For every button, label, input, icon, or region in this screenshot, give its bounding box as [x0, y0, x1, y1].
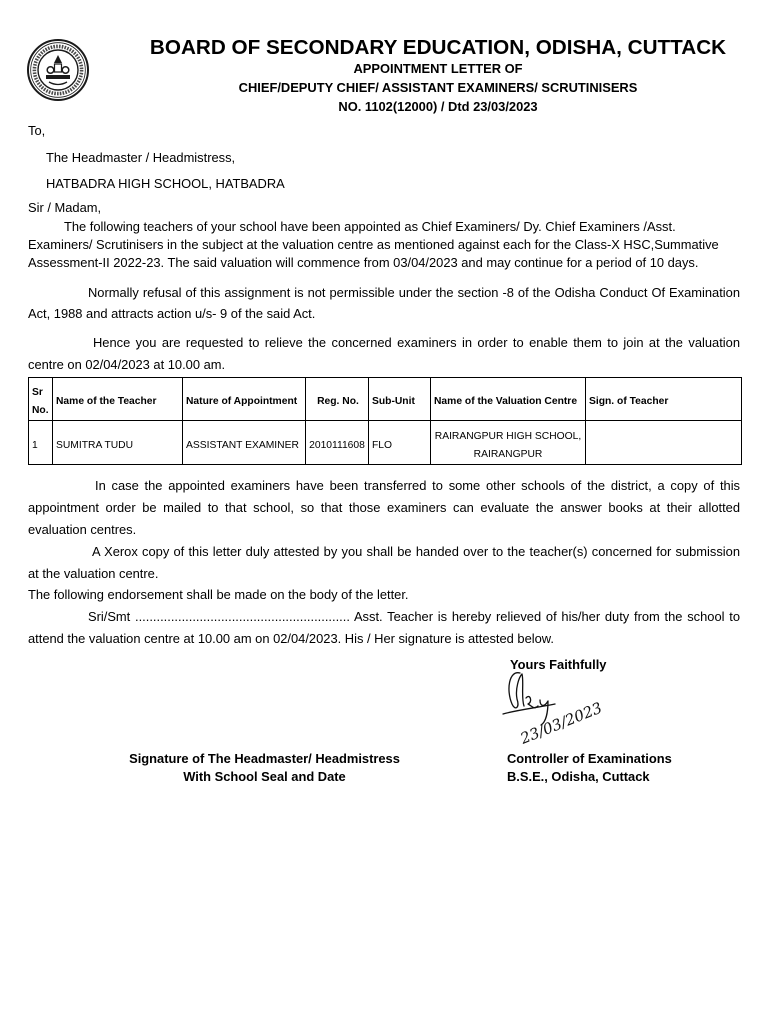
controller-title: Controller of Examinations — [507, 751, 672, 766]
paragraph-appointment-line: Examiners/ Scrutinisers in the subject at the valuation centre as mentioned against each for the Class-X HSC,Summative — [28, 237, 719, 252]
cell-sr-no: 1 — [29, 421, 53, 465]
paragraph-transfer-line: evaluation centres. — [28, 522, 137, 537]
paragraph-xerox-line: at the valuation centre. — [28, 566, 159, 581]
letter-reference: NO. 1102(12000) / Dtd 23/03/2023 — [338, 99, 538, 114]
table-row — [29, 421, 742, 465]
yours-faithfully: Yours Faithfully — [510, 657, 607, 672]
paragraph-appointment-line: The following teachers of your school have been appointed as Chief Examiners/ Dy. Chief Examiners /Asst. — [64, 219, 676, 234]
board-seal-logo — [26, 38, 90, 102]
endorsement-text-line: Sri/Smt ............................................................ Asst. Teacher is hereby relieved of his/her duty from the school to — [88, 609, 740, 624]
header-reg-no: Reg. No. — [306, 378, 369, 421]
paragraph-transfer-line: In case the appointed examiners have been transferred to some other schools of the district, a copy of this — [95, 478, 740, 493]
cell-sub-unit: FLO — [369, 421, 431, 465]
letter-title: APPOINTMENT LETTER OF — [353, 61, 523, 76]
school-seal-label: With School Seal and Date — [183, 769, 346, 784]
cell-sign-of-teacher — [586, 421, 742, 465]
headmaster-signature-label: Signature of The Headmaster/ Headmistress — [129, 751, 400, 766]
address-recipient: The Headmaster / Headmistress, — [46, 150, 236, 165]
paragraph-relieve-line: centre on 02/04/2023 at 10.00 am. — [28, 357, 226, 372]
endorsement-note: The following endorsement shall be made on the body of the letter. — [28, 587, 409, 602]
paragraph-xerox-line: A Xerox copy of this letter duly attested by you shall be handed over to the teacher(s) concerned for submission — [92, 544, 740, 559]
table-header-row — [29, 378, 742, 421]
header-sign-of-teacher: Sign. of Teacher — [586, 378, 742, 421]
paragraph-appointment-line: Assessment-II 2022-23. The said valuation will commence from 03/04/2023 and may continue for a period of 10 days. — [28, 255, 699, 270]
header-nature-of-appointment: Nature of Appointment — [183, 378, 306, 421]
paragraph-refusal-line: Normally refusal of this assignment is not permissible under the section -8 of the Odisha Conduct Of Examination — [88, 285, 740, 300]
paragraph-relieve-line: Hence you are requested to relieve the concerned examiners in order to enable them to join at the valuation — [93, 335, 740, 350]
letter-subtitle: CHIEF/DEPUTY CHIEF/ ASSISTANT EXAMINERS/ SCRUTINISERS — [238, 80, 638, 95]
address-school: HATBADRA HIGH SCHOOL, HATBADRA — [46, 176, 285, 191]
header-sub-unit: Sub-Unit — [369, 378, 431, 421]
paragraph-transfer-line: appointment order be mailed to that school, so that those examiners can evaluate the answer books at their allotted — [28, 500, 740, 515]
cell-valuation-centre: RAIRANGPUR HIGH SCHOOL, RAIRANGPUR — [431, 421, 586, 465]
header-sr-no: Sr No. — [29, 378, 53, 421]
controller-signature — [495, 664, 620, 754]
endorsement-text-line: attend the valuation centre at 10.00 am on 02/04/2023. His / Her signature is attested below. — [28, 631, 554, 646]
paragraph-refusal-line: Act, 1988 and attracts action u/s- 9 of the said Act. — [28, 306, 316, 321]
board-name-heading: BOARD OF SECONDARY EDUCATION, ODISHA, CUTTACK — [149, 36, 727, 59]
cell-reg-no: 2010111608 — [306, 421, 369, 465]
cell-nature-of-appointment: ASSISTANT EXAMINER — [183, 421, 306, 465]
salutation: Sir / Madam, — [28, 200, 102, 215]
address-to: To, — [28, 123, 46, 138]
header-valuation-centre: Name of the Valuation Centre — [431, 378, 586, 421]
signature-date: 23/03/2023 — [517, 698, 605, 748]
cell-teacher-name: SUMITRA TUDU — [53, 421, 183, 465]
examiner-allocation-table — [28, 377, 742, 465]
header-teacher-name: Name of the Teacher — [53, 378, 183, 421]
controller-office: B.S.E., Odisha, Cuttack — [507, 769, 650, 784]
